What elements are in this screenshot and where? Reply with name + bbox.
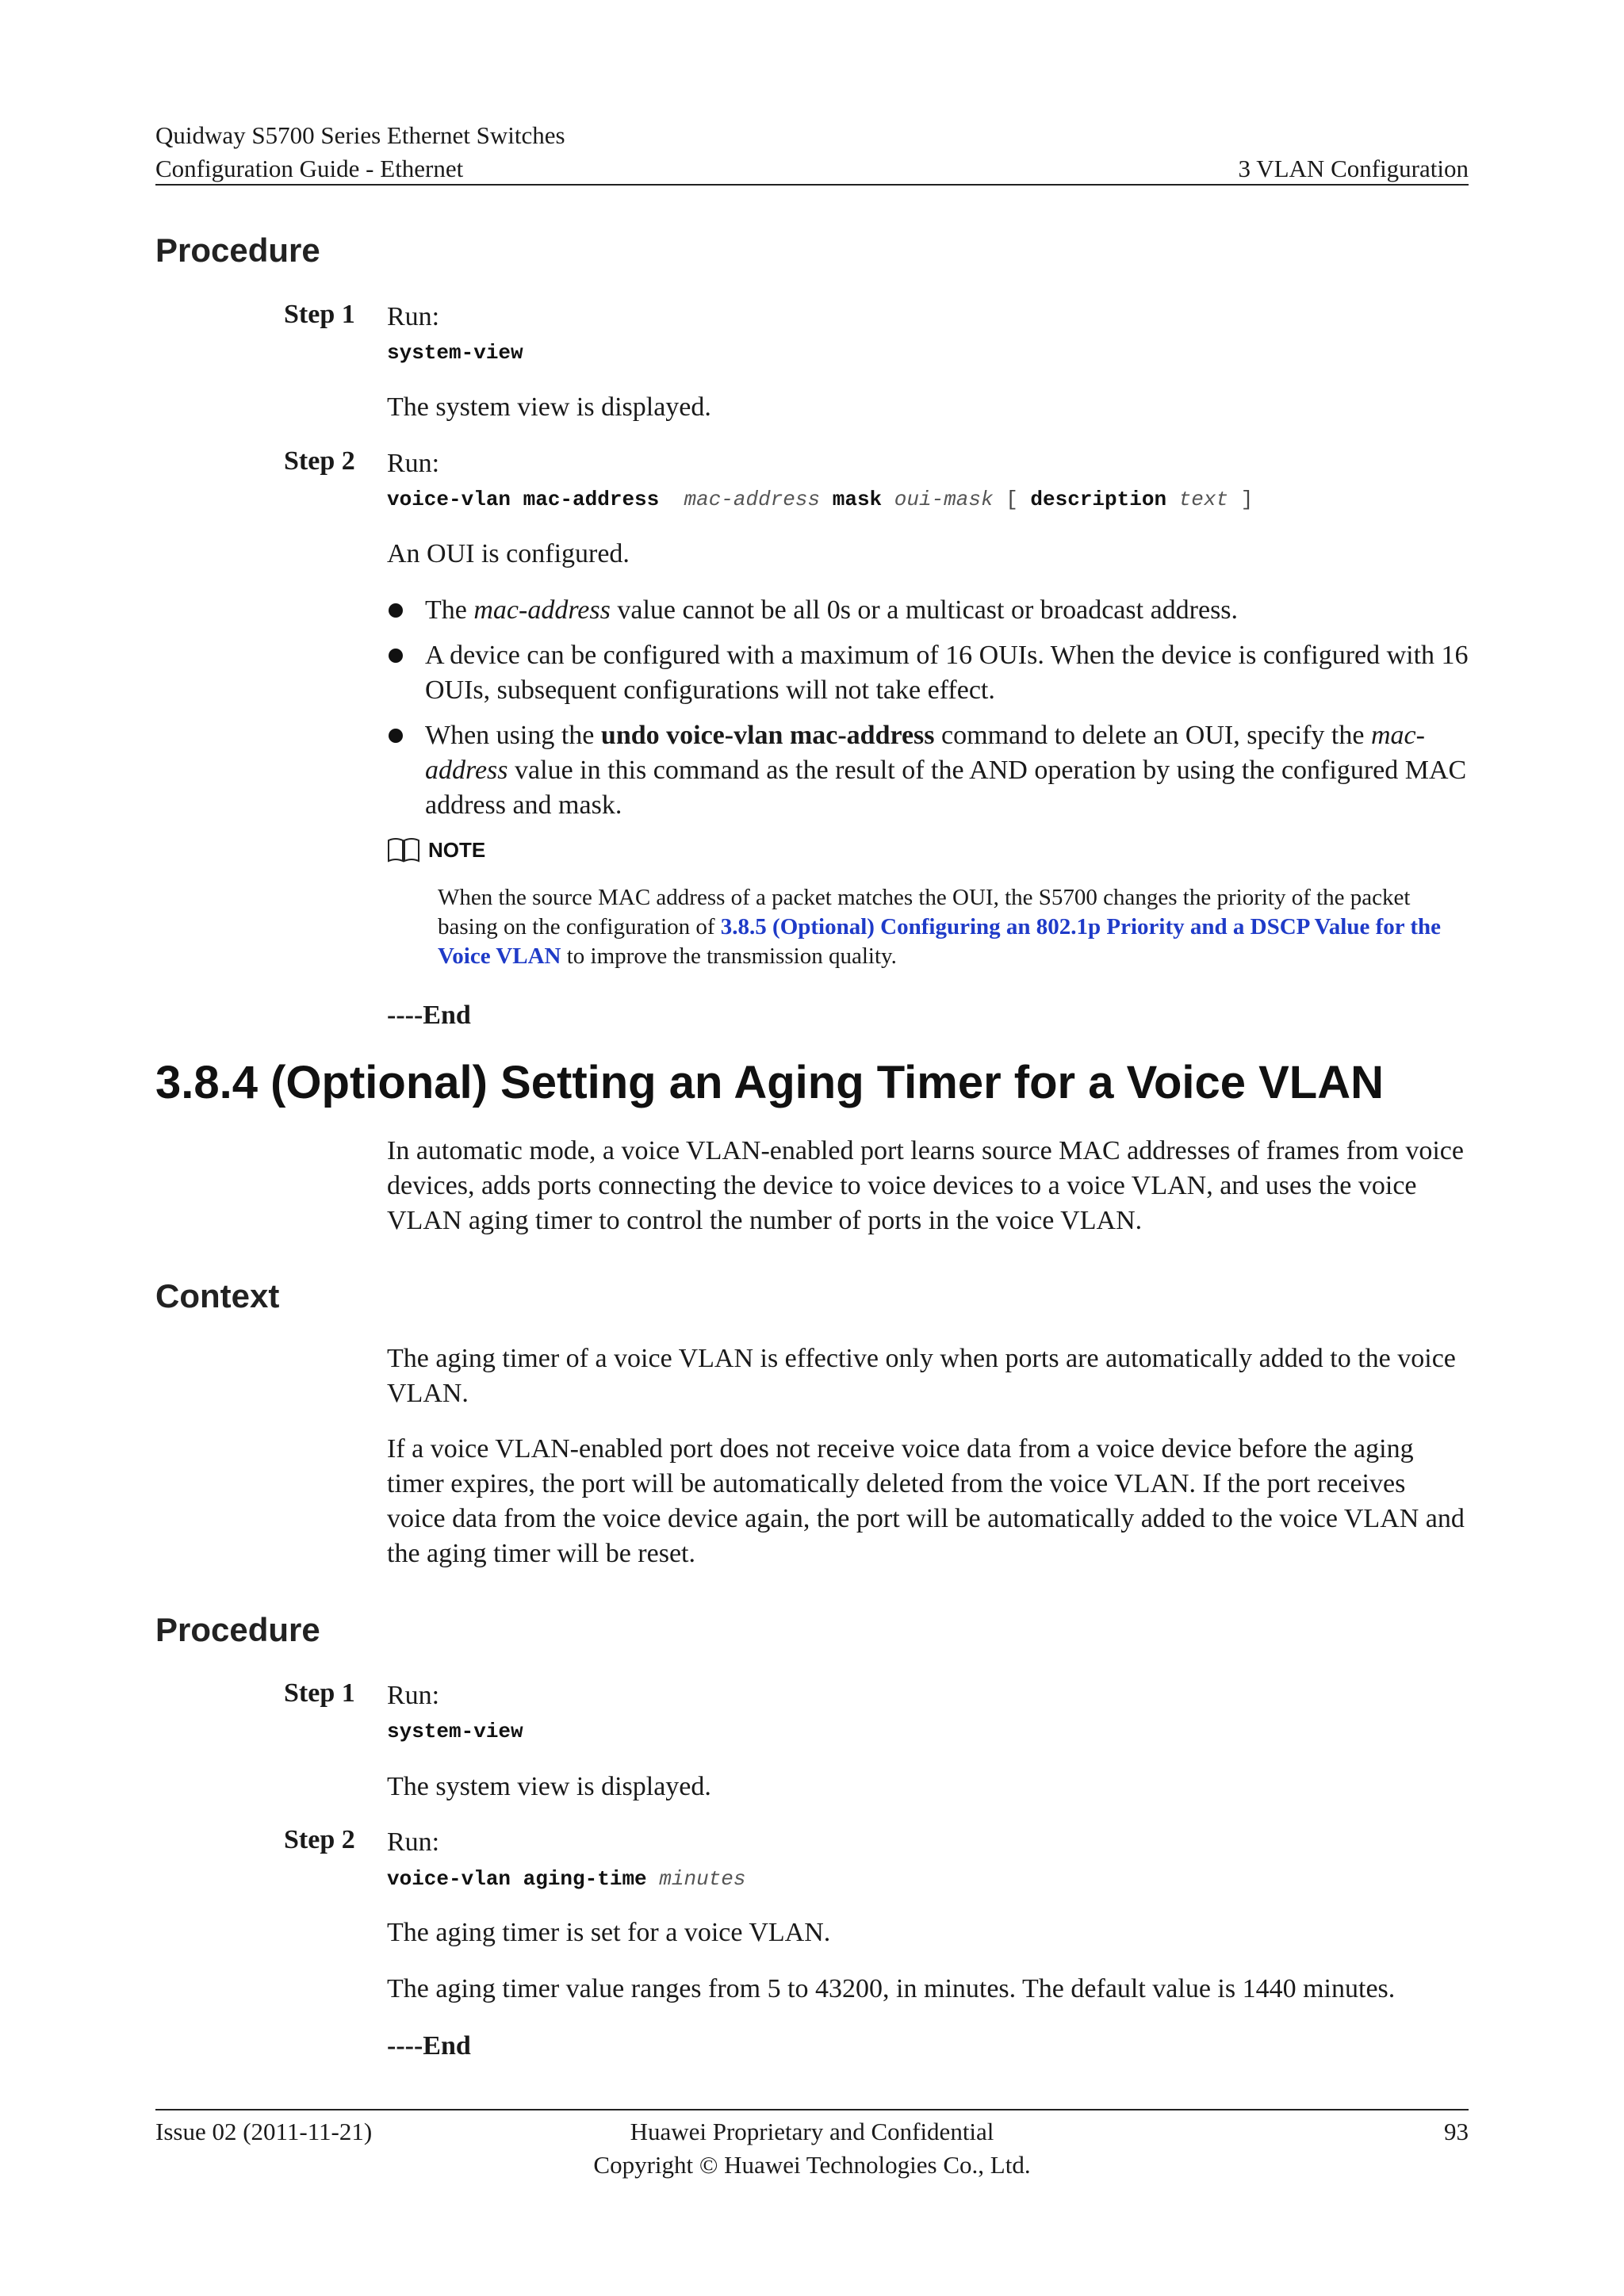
section-title: 3.8.4 (Optional) Setting an Aging Timer for a Voice VLAN (155, 1057, 1385, 1108)
step1-run: Run: (387, 1681, 440, 1710)
bullet-item: The mac-address value cannot be all 0s or a multicast or broadcast address. (387, 593, 1469, 628)
bullet-item: When using the undo voice-vlan mac-address command to delete an OUI, specify the mac-address value in this command as the result of the AND operation by using the configured MAC address and mask. (387, 718, 1469, 823)
bullet-dot (389, 729, 403, 743)
step2-label: Step 2 (284, 446, 355, 476)
confidentiality-notice: Huawei Proprietary and Confidential Copyright © Huawei Technologies Co., Ltd. (593, 2118, 1031, 2179)
step1-label: Step 1 (284, 1678, 355, 1708)
step2-desc: The aging timer value ranges from 5 to 43200, in minutes. The default value is 1440 minutes. (387, 1974, 1396, 2003)
document-title: Quidway S5700 Series Ethernet Switches (155, 121, 565, 149)
step1-command: system-view (387, 1720, 523, 1743)
end-marker: ----End (387, 2031, 471, 2061)
bullet-dot (389, 649, 403, 663)
context-paragraph: If a voice VLAN-enabled port does not receive voice data from a voice device before the aging timer expires, the port will be automatically deleted from the voice VLAN. If the port receives voice data from the voice device again, the port will be automatically added to the voice VLAN and the aging timer will be reset. (387, 1434, 1465, 1568)
page-header (155, 119, 1469, 186)
step2-label: Step 2 (284, 1825, 355, 1854)
note-text: When the source MAC address of a packet matches the OUI, the S5700 changes the priority of the packet basing on the configuration of 3.8.5 (Optional) Configuring an 802.1p Priority and a DSCP Value for the Voice VLAN to improve the transmission quality. (438, 885, 1441, 969)
step2-desc: An OUI is configured. (387, 539, 630, 568)
bullet-item: A device can be configured with a maximum of 16 OUIs. When the device is configured with 16 OUIs, subsequent configurations will not take effect. (387, 638, 1469, 708)
chapter-title: 3 VLAN Configuration (1238, 155, 1469, 182)
section-intro: In automatic mode, a voice VLAN-enabled port learns source MAC addresses of frames from voice devices, adds ports connecting the device to voice devices to a voice VLAN, and uses the voice VLAN aging timer to control the number of ports in the voice VLAN. (387, 1136, 1464, 1235)
context-heading: Context (155, 1277, 280, 1314)
book-icon (387, 837, 420, 863)
step2-command: voice-vlan aging-time minutes (387, 1867, 746, 1891)
step2-run: Run: (387, 1827, 440, 1857)
header-divider (155, 184, 1469, 186)
page-number: 93 (1444, 2118, 1469, 2145)
step1-command: system-view (387, 341, 523, 365)
footer-divider (155, 2109, 1469, 2110)
step2-run: Run: (387, 449, 440, 478)
step1-run: Run: (387, 302, 440, 331)
note-label: NOTE (428, 837, 486, 862)
document-subtitle: Configuration Guide - Ethernet (155, 155, 464, 182)
cross-reference-link[interactable]: 3.8.5 (Optional) Configuring an 802.1p Priority and a DSCP Value for the Voice VLAN (438, 914, 1441, 969)
step1-label: Step 1 (284, 300, 355, 329)
step1-desc: The system view is displayed. (387, 392, 711, 422)
note-header (387, 834, 485, 866)
procedure-heading: Procedure (155, 1611, 320, 1648)
step2-command: voice-vlan mac-address mac-address mask oui-mask [ description text ] (387, 488, 1254, 511)
step1-desc: The system view is displayed. (387, 1772, 711, 1801)
bullet-dot (389, 603, 403, 618)
step2-desc: The aging timer is set for a voice VLAN. (387, 1918, 831, 1947)
issue-date: Issue 02 (2011-11-21) (155, 2118, 373, 2145)
procedure-heading: Procedure (155, 232, 320, 269)
context-paragraph: The aging timer of a voice VLAN is effective only when ports are automatically added to the voice VLAN. (387, 1344, 1456, 1408)
end-marker: ----End (387, 1001, 471, 1030)
